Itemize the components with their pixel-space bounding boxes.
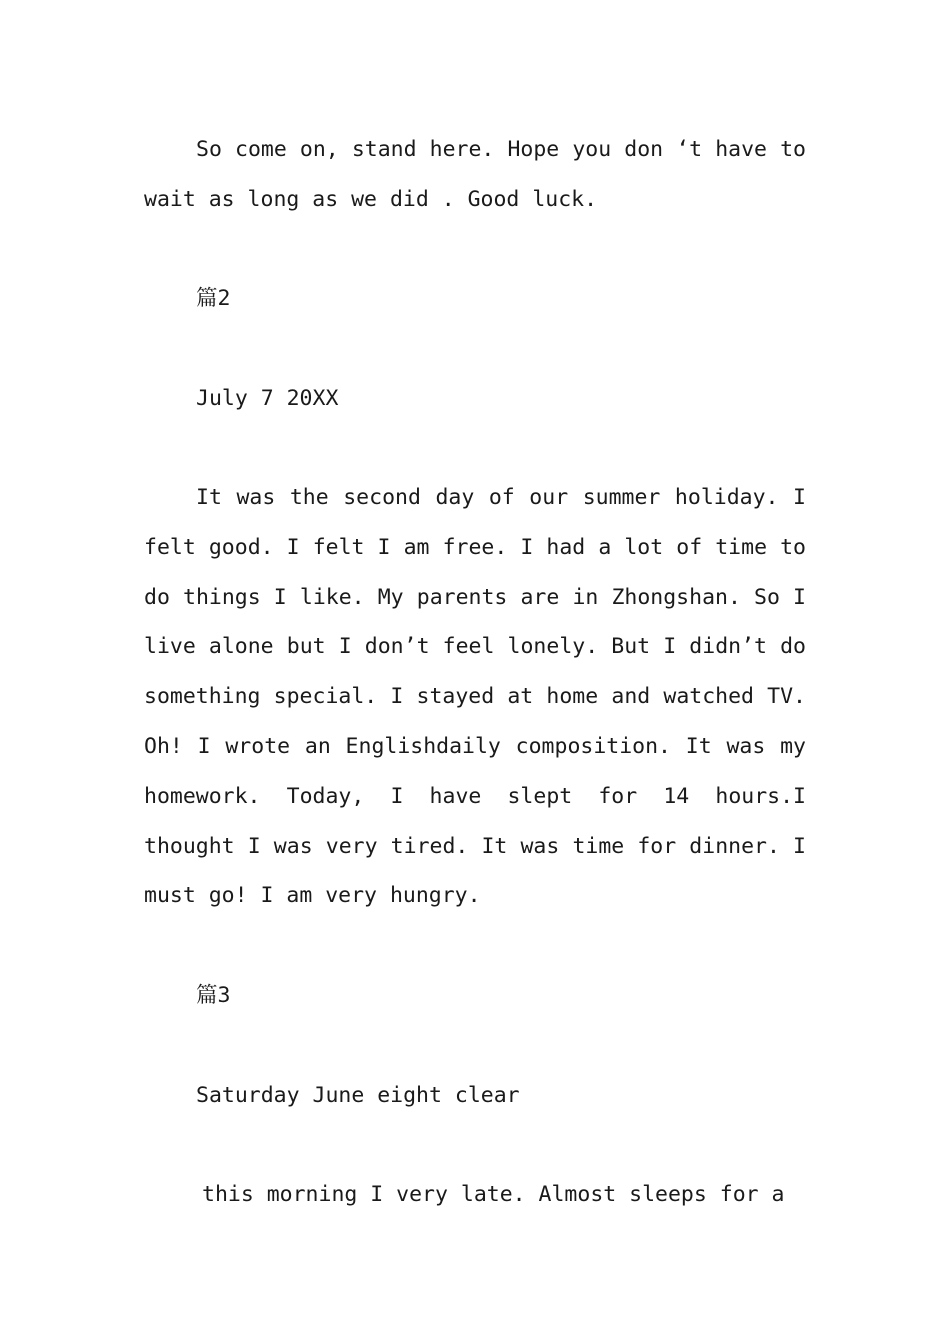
section-heading-2: 篇2 [196, 286, 231, 311]
entry-date-2: July 7 20XX [196, 386, 339, 411]
entry-date-3: Saturday June eight clear [196, 1083, 520, 1108]
section-heading-3: 篇3 [196, 983, 231, 1008]
paragraph-entry-3: this morning I very late. Almost sleeps for a [202, 1182, 785, 1207]
paragraph-closing: So come on, stand here. Hope you don ‘t have to wait as long as we did . Good luck. [144, 137, 806, 212]
paragraph-entry-2: It was the second day of our summer holiday. I felt good. I felt I am free. I had a lot of time to do things I like. My parents are in Zhongshan. So I live alone but I don’t feel lonely. But I didn’t do something special. I stayed at home and watched TV. Oh! I wrote an Englishdaily composition. It was my homework. Today, I have slept for 14 hours.I thought I was very tired. It was time for dinner. I must go! I am very hungry. [144, 485, 806, 909]
